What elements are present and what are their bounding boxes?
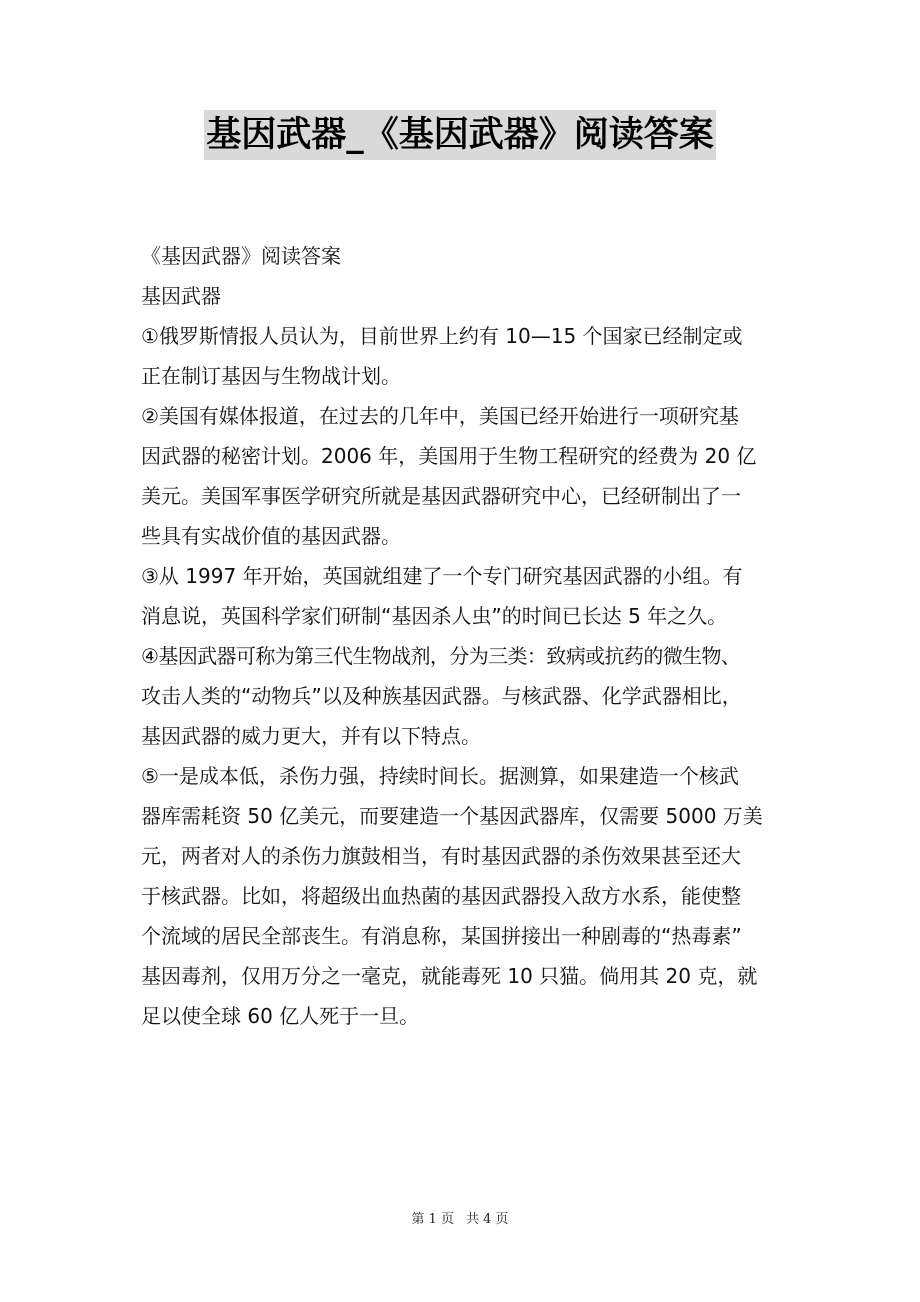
page-number: 第 1 页 (411, 1212, 454, 1227)
body-line: 于核武器。比如，将超级出血热菌的基因武器投入敌方水系，能使整 (141, 884, 741, 908)
body-line: 元，两者对人的杀伤力旗鼓相当，有时基因武器的杀伤效果甚至还大 (141, 844, 741, 868)
body-line: 基因武器的威力更大，并有以下特点。 (141, 724, 481, 748)
body-line: 攻击人类的“动物兵”以及种族基因武器。与核武器、化学武器相比， (141, 684, 742, 708)
body-line: 个流域的居民全部丧生。有消息称，某国拼接出一种剧毒的“热毒素” (141, 924, 742, 948)
body-line: ④基因武器可称为第三代生物战剂，分为三类：致病或抗药的微生物、 (141, 644, 741, 668)
body-line: ⑤一是成本低，杀伤力强，持续时间长。据测算，如果建造一个核武 (141, 764, 739, 788)
body-line: 足以使全球 60 亿人死于一旦。 (141, 1004, 420, 1028)
body-line: 些具有实战价值的基因武器。 (141, 524, 401, 548)
body-line: 正在制订基因与生物战计划。 (141, 364, 401, 388)
body-line: ③从 1997 年开始，英国就组建了一个专门研究基因武器的小组。有 (141, 564, 743, 588)
body-line: 因武器的秘密计划。2006 年，美国用于生物工程研究的经费为 20 亿 (141, 444, 757, 468)
page-footer (0, 1208, 920, 1227)
body-line: 美元。美国军事医学研究所就是基因武器研究中心，已经研制出了一 (141, 484, 741, 508)
title-container (0, 110, 920, 160)
body-line: ①俄罗斯情报人员认为，目前世界上约有 10—15 个国家已经制定或 (141, 324, 743, 348)
body-line: 器库需耗资 50 亿美元，而要建造一个基因武器库，仅需要 5000 万美 (141, 804, 763, 828)
document-body (141, 236, 786, 1036)
document-title: 基因武器_《基因武器》阅读答案 (204, 110, 716, 160)
body-line: 《基因武器》阅读答案 (141, 244, 341, 268)
body-line: 基因武器 (141, 284, 221, 308)
body-line: 基因毒剂，仅用万分之一毫克，就能毒死 10 只猫。倘用其 20 克，就 (141, 964, 758, 988)
page-total: 共 4 页 (466, 1212, 509, 1227)
body-line: ②美国有媒体报道，在过去的几年中，美国已经开始进行一项研究基 (141, 404, 739, 428)
body-line: 消息说，英国科学家们研制“基因杀人虫”的时间已长达 5 年之久。 (141, 604, 728, 628)
